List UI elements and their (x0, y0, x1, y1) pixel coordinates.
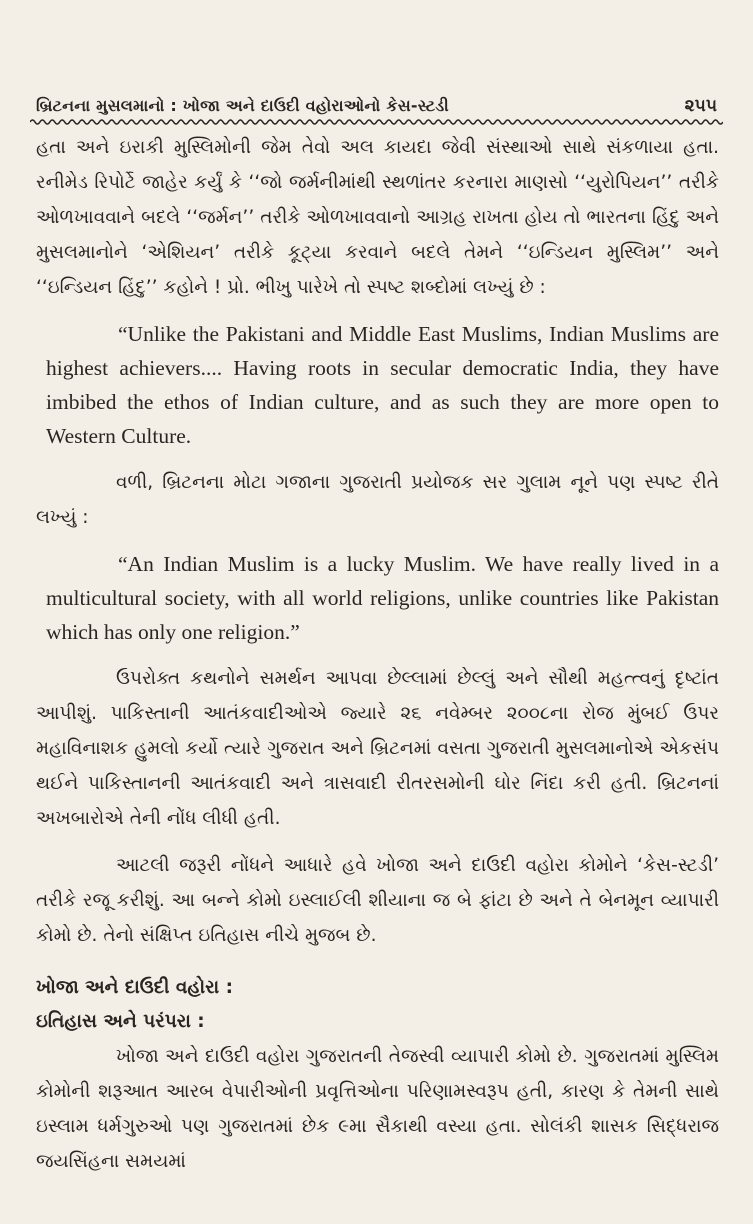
paragraph-1: હતા અને ઇરાકી મુસ્લિમોની જેમ તેવો અલ કાયદા જેવી સંસ્થાઓ સાથે સંકળાયા હતા. રનીમેડ રિપોર્ટે જાહેર કર્યું કે ‘‘જો જર્મનીમાંથી સ્થળાંતર કરનારા માણસો ‘‘યુરોપિયન’’ તરીકે ઓળખાવવાને બદલે ‘‘જર્મન’’ તરીકે ઓળખાવવાનો આગ્રહ રાખતા હોય તો ભારતના હિંદુ અને મુસલમાનોને ‘એશિયન’ તરીકે કૂટ્યા કરવાને બદલે તેમને ‘‘ઇન્ડિયન મુસ્લિમ’’ અને ‘‘ઇન્ડિયન હિંદુ’’ કહોને ! પ્રો. ભીખુ પારેખે તો સ્પષ્ટ શબ્દોમાં લખ્યું છે : (36, 137, 719, 298)
page-body (36, 130, 719, 1179)
page-header (36, 86, 717, 116)
section-heading: ખોજા અને દાઉદી વહોરા : (36, 977, 234, 998)
paragraph-2: વળી, બ્રિટનના મોટા ગજાના ગુજરાતી પ્રયોજક સર ગુલામ નૂને પણ સ્પષ્ટ રીતે લખ્યું : (36, 472, 719, 528)
paragraph-3: ઉપરોક્ત કથનોને સમર્થન આપવા છેલ્લામાં છેલ્લું અને સૌથી મહત્ત્વનું દૃષ્ટાંત આપીશું. પાકિસ્તાની આતંકવાદીઓએ જ્યારે ૨૬ નવેમ્બર ૨૦૦૮ના રોજ મુંબઈ ઉપર મહાવિનાશક હુમલો કર્યો ત્યારે ગુજરાત અને બ્રિટનમાં વસતા ગુજરાતી મુસલમાનોએ એકસંપ થઈને પાકિસ્તાનની આતંકવાદી અને ત્રાસવાદી રીતરસમોની ઘોર નિંદા કરી હતી. બ્રિટનનાં અખબારોએ તેની નોંધ લીધી હતી. (36, 668, 719, 829)
running-head: બ્રિટનના મુસલમાનો : ખોજા અને દાઉદી વહોરાઓનો કેસ-સ્ટડી (36, 96, 449, 115)
subsection-heading: ઇતિહાસ અને પરંપરા : (36, 1011, 205, 1032)
quote-noon: “An Indian Muslim is a lucky Muslim. We have really lived in a multicultural society, with all world religions, unlike countries like Pakistan which has only one religion.” (46, 552, 719, 644)
paragraph-4: આટલી જરૂરી નોંધને આધારે હવે ખોજા અને દાઉદી વહોરા કોમોને ‘કેસ-સ્ટડી’ તરીકે રજૂ કરીશું. આ બન્ને કોમો ઇસ્લાઈલી શીયાના જ બે ફાંટા છે અને તે બેનમૂન વ્યાપારી કોમો છે. તેનો સંક્ષિપ્ત ઇતિહાસ નીચે મુજબ છે. (36, 855, 719, 946)
page-number: ૨૫૫ (684, 96, 717, 116)
header-wavy-rule (30, 118, 723, 126)
paragraph-5: ખોજા અને દાઉદી વહોરા ગુજરાતની તેજસ્વી વ્યાપારી કોમો છે. ગુજરાતમાં મુસ્લિમ કોમોની શરૂઆત આરબ વેપારીઓની પ્રવૃત્તિઓના પરિણામસ્વરૂપ હતી, કારણ કે તેમની સાથે ઇસ્લામ ધર્મગુરુઓ પણ ગુજરાતમાં છેક ૯મા સૈકાથી વસ્યા હતા. સોલંકી શાસક સિદ્ધરાજ જયસિંહના સમયમાં (36, 1046, 719, 1172)
quote-parekh: “Unlike the Pakistani and Middle East Muslims, Indian Muslims are highest achievers.... Having roots in secular democratic India, they have imbibed the ethos of Indian culture, and as such they are more open to Western Culture. (46, 322, 719, 448)
